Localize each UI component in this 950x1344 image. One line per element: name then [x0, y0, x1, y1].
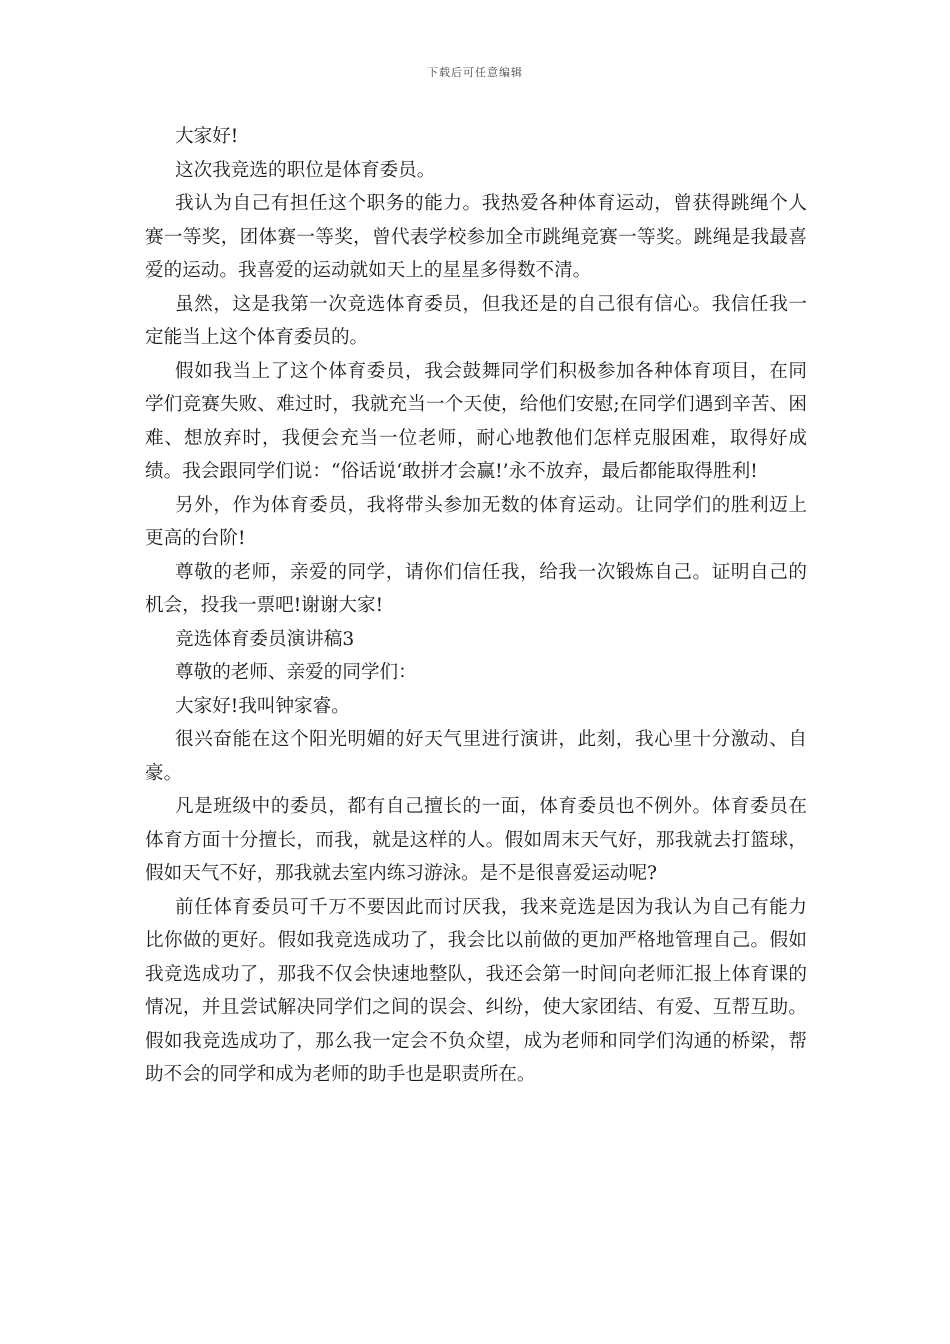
ability-paragraph: 我认为自己有担任这个职务的能力。我热爱各种体育运动，曾获得跳绳个人赛一等奖，团体赛一等奖，曾代表学校参加全市跳绳竞赛一等奖。跳绳是我最喜爱的运动。我喜爱的运动就如天上的星星多得数不清。 — [145, 193, 807, 281]
plan-paragraph: 假如我当上了这个体育委员，我会鼓舞同学们积极参加各种体育项目，在同学们竞赛失败、难过时，我就充当一个天使，给他们安慰;在同学们遇到辛苦、困难、想放弃时，我便会充当一位老师，耐心地教他们怎样克服困难，取得好成绩。我会跟同学们说：“俗话说‘敢拼才会赢!’永不放弃，最后都能取得胜利! — [145, 360, 807, 482]
greeting-paragraph: 大家好! — [175, 126, 239, 147]
document-body — [145, 120, 807, 1092]
promise-paragraph: 前任体育委员可千万不要因此而讨厌我，我来竞选是因为我认为自己有能力比你做的更好。假如我竞选成功了，我会比以前做的更加严格地管理自己。假如我竞选成功了，那我不仅会快速地整队，我还会第一时间向老师汇报上体育课的情况，并且尝试解决同学们之间的误会、纠纷，使大家团结、有爱、互帮互助。假如我竞选成功了，那么我一定会不负众望，成为老师和同学们沟通的桥梁，帮助不会的同学和成为老师的助手也是职责所在。 — [145, 896, 807, 1085]
confidence-paragraph: 虽然，这是我第一次竞选体育委员，但我还是的自己很有信心。我信任我一定能当上这个体育委员的。 — [145, 293, 807, 348]
speech-title: 竞选体育委员演讲稿3 — [175, 628, 355, 650]
closing-paragraph: 尊敬的老师，亲爱的同学，请你们信任我，给我一次锻炼自己。证明自己的机会，投我一票吧!谢谢大家! — [145, 561, 807, 616]
introduction-paragraph: 大家好!我叫钟家睿。 — [175, 695, 350, 717]
page-header-watermark: 下载后可任意编辑 — [427, 66, 523, 79]
excitement-paragraph: 很兴奋能在这个阳光明媚的好天气里进行演讲，此刻，我心里十分激动、自豪。 — [145, 729, 807, 784]
skills-paragraph: 凡是班级中的委员，都有自己擅长的一面，体育委员也不例外。体育委员在体育方面十分擅长，而我，就是这样的人。假如周末天气好，那我就去打篮球，假如天气不好，那我就去室内练习游泳。是不是很喜爱运动呢? — [145, 796, 807, 884]
position-paragraph: 这次我竞选的职位是体育委员。 — [175, 159, 436, 181]
lead-paragraph: 另外，作为体育委员，我将带头参加无数的体育运动。让同学们的胜利迈上更高的台阶! — [145, 494, 807, 549]
salutation-paragraph: 尊敬的老师、亲爱的同学们： — [175, 662, 417, 683]
